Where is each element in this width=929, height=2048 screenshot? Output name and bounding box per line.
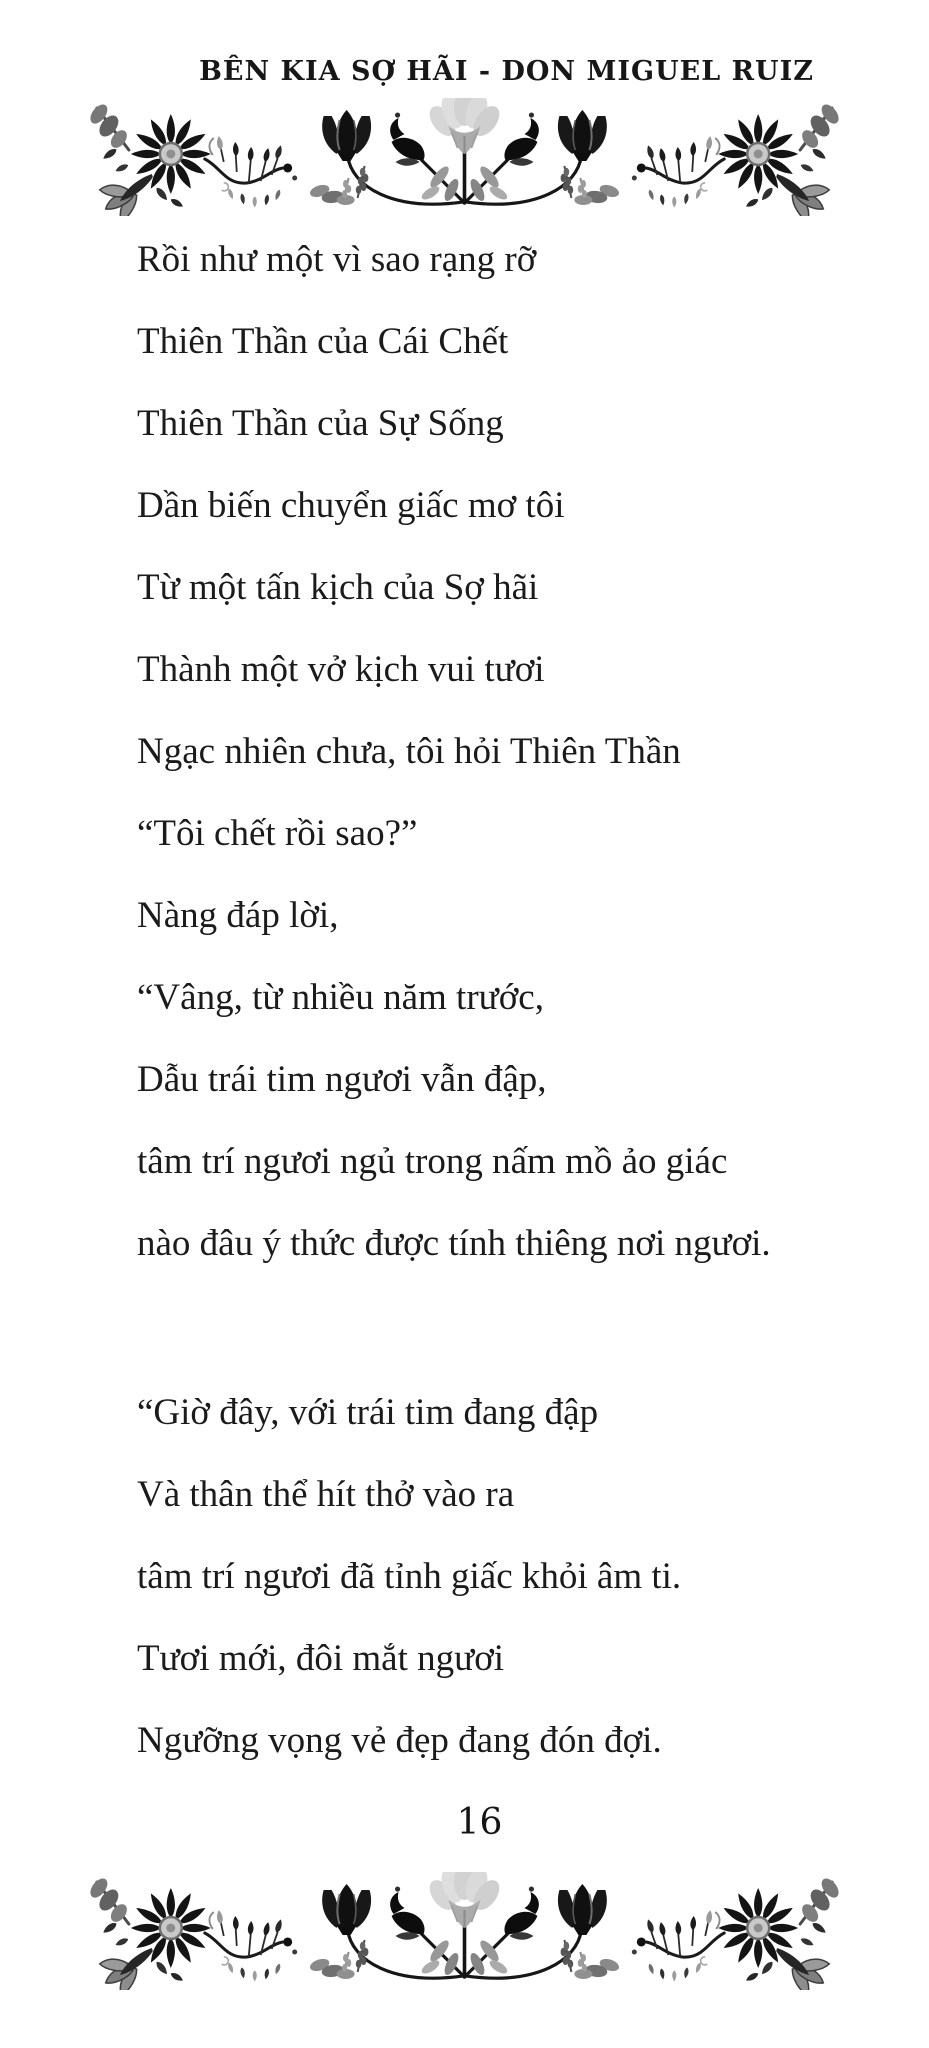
poem-line: Và thân thể hít thở vào ra (137, 1474, 515, 1515)
poem-line: “Tôi chết rồi sao?” (137, 813, 418, 854)
poem-line: tâm trí ngươi đã tỉnh giấc khỏi âm ti. (137, 1556, 682, 1597)
poem-stanza-2 (137, 1372, 771, 1782)
poem-line: “Vâng, từ nhiều năm trước, (137, 977, 544, 1018)
floral-divider-top-icon (0, 98, 929, 216)
poem-stanza-1 (137, 219, 771, 1285)
poem-line: Thiên Thần của Cái Chết (137, 321, 509, 362)
poem-line: Dẫu trái tim ngươi vẫn đập, (137, 1059, 547, 1100)
poem-line: Nàng đáp lời, (137, 895, 339, 936)
floral-divider-bottom-icon (0, 1872, 929, 1990)
poem-line: Từ một tấn kịch của Sợ hãi (137, 567, 539, 608)
poem-line: Ngưỡng vọng vẻ đẹp đang đón đợi. (137, 1720, 662, 1761)
poem-line: Thiên Thần của Sự Sống (137, 403, 504, 444)
poem-line: “Giờ đây, với trái tim đang đập (137, 1392, 599, 1433)
poem-line: Rồi như một vì sao rạng rỡ (137, 239, 537, 280)
poem-line: nào đâu ý thức được tính thiêng nơi ngươi. (137, 1223, 771, 1264)
poem-body (137, 219, 771, 1782)
page-number: 16 (456, 1802, 503, 1843)
poem-line: Tươi mới, đôi mắt ngươi (137, 1638, 505, 1679)
poem-line: Thành một vở kịch vui tươi (137, 649, 545, 690)
poem-line: tâm trí ngươi ngủ trong nấm mồ ảo giác (137, 1141, 728, 1182)
poem-line: Dần biến chuyển giấc mơ tôi (137, 485, 565, 526)
poem-line: Ngạc nhiên chưa, tôi hỏi Thiên Thần (137, 731, 681, 772)
running-header-title: BÊN KIA SỢ HÃI - DON MIGUEL RUIZ (199, 56, 814, 87)
